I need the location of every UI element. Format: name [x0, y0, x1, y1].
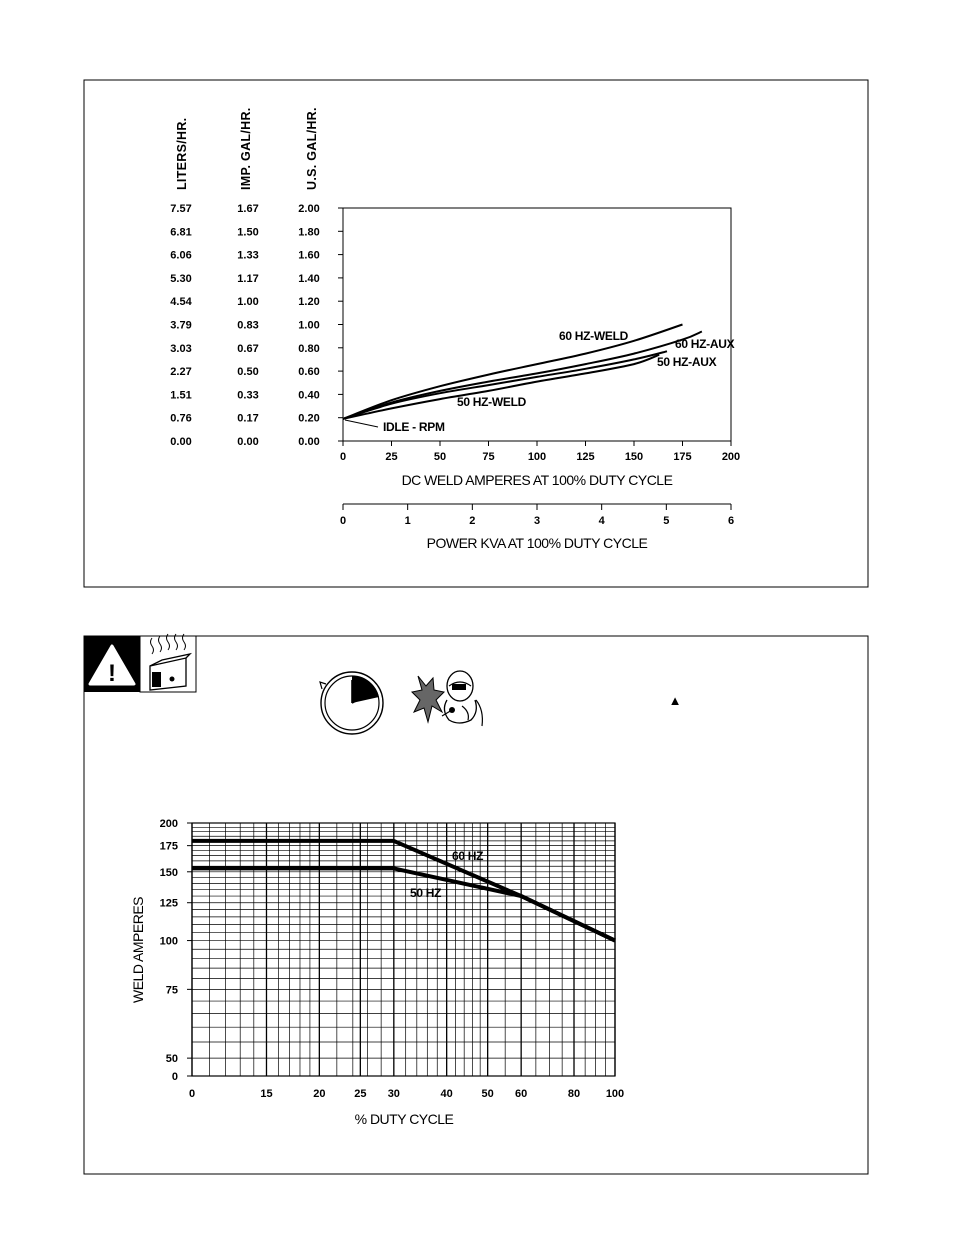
- idle-rpm-annotation: IDLE - RPM: [383, 420, 445, 434]
- kva-axis: [340, 504, 734, 527]
- duty-x-tick-label: 50: [481, 1088, 494, 1100]
- liters-column-header: LITERS/HR.: [175, 117, 189, 190]
- series-label-60hz-weld: 60 HZ-WELD: [559, 329, 629, 343]
- fuel-x-axis-title: DC WELD AMPERES AT 100% DUTY CYCLE: [401, 472, 673, 488]
- fuel-y-tick-us: 1.20: [298, 296, 320, 309]
- fuel-x-tick-label: 50: [433, 451, 447, 463]
- kva-tick-label: 2: [469, 515, 476, 527]
- duty-x-tick-label: 80: [567, 1088, 581, 1100]
- caution-triangle-mark: ▲: [668, 693, 682, 708]
- fuel-consumption-chart: [170, 107, 740, 551]
- duty-x-tick-label: 40: [440, 1088, 453, 1100]
- duty-y-tick-label: 0: [171, 1071, 178, 1083]
- fuel-y-tick-imp: 1.50: [237, 226, 259, 239]
- duty-series-50-hz: [192, 868, 615, 940]
- kva-tick-label: 0: [339, 515, 347, 527]
- fuel-y-tick-liters: 2.27: [170, 366, 192, 379]
- duty-x-tick-label: 15: [260, 1088, 273, 1100]
- fuel-y-tick-us: 1.00: [298, 319, 320, 332]
- duty-y-tick-label: 175: [159, 840, 178, 853]
- hot-surface-icon: [140, 634, 196, 692]
- fuel-x-tick-label: 200: [721, 451, 741, 463]
- fuel-y-tick-imp: 1.67: [237, 203, 259, 215]
- fuel-y-tick-us: 0.00: [298, 436, 320, 448]
- duty-y-tick-label: 150: [159, 866, 178, 879]
- duty-y-axis-title: WELD AMPERES: [130, 896, 146, 1004]
- imp-gal-column-header: IMP. GAL/HR.: [239, 107, 253, 190]
- kva-tick-label: 6: [727, 515, 735, 527]
- fuel-y-tick-imp: 0.00: [237, 436, 259, 448]
- duty-x-tick-label: 20: [313, 1088, 326, 1100]
- fuel-y-tick-imp: 0.50: [237, 366, 259, 379]
- fuel-y-tick-imp: 1.17: [237, 272, 259, 285]
- fuel-x-tick-label: 175: [673, 451, 692, 463]
- fuel-x-tick-label: 125: [576, 451, 595, 463]
- fuel-y-tick-us: 0.40: [298, 389, 320, 402]
- duty-x-tick-label: 30: [387, 1088, 400, 1100]
- fuel-y-tick-us: 0.60: [298, 366, 320, 379]
- duty-x-axis-title: % DUTY CYCLE: [354, 1111, 454, 1127]
- fuel-y-tick-us: 0.20: [298, 412, 320, 425]
- duty-y-tick-label: 125: [159, 897, 178, 910]
- duty-cycle-panel: [84, 636, 868, 1174]
- fuel-y-tick-liters: 7.57: [170, 203, 192, 215]
- duty-x-tick-label: 25: [354, 1088, 367, 1100]
- fuel-x-tick-label: 75: [482, 451, 495, 463]
- duty-cycle-chart: [130, 818, 624, 1127]
- kva-tick-label: 3: [533, 515, 541, 527]
- duty-y-tick-label: 200: [159, 818, 178, 830]
- duty-y-tick-label: 100: [159, 935, 178, 948]
- fuel-x-tick-label: 100: [527, 451, 547, 463]
- duty-ticks: [160, 818, 625, 1100]
- duty-cycle-timer-icon: [320, 672, 383, 734]
- series-label-50hz-weld: 50 HZ-WELD: [457, 395, 527, 409]
- fuel-x-ticks: [340, 441, 740, 463]
- fuel-y-tick-us: 1.80: [298, 226, 320, 239]
- fuel-x-tick-label: 25: [385, 451, 398, 463]
- fuel-y-tick-liters: 5.30: [170, 272, 192, 285]
- fuel-y-tick-liters: 4.54: [170, 296, 192, 309]
- fuel-y-tick-imp: 1.33: [237, 249, 259, 262]
- fuel-y-tick-imp: 0.83: [237, 319, 259, 332]
- kva-tick-label: 5: [663, 515, 670, 527]
- fuel-consumption-panel: [84, 80, 868, 587]
- fuel-x-tick-label: 150: [624, 451, 644, 463]
- warning-exclamation: !: [108, 660, 116, 687]
- kva-tick-label: 1: [404, 515, 411, 527]
- fuel-y-tick-liters: 6.81: [170, 226, 192, 239]
- fuel-y-ticks: [170, 203, 343, 448]
- us-gal-column-header: U.S. GAL/HR.: [305, 107, 319, 190]
- fuel-y-tick-us: 1.40: [298, 272, 320, 285]
- fuel-x-tick-label: 0: [339, 451, 347, 463]
- duty-x-tick-label: 0: [188, 1088, 196, 1100]
- fuel-y-tick-imp: 0.67: [237, 342, 259, 355]
- duty-series-label-50hz: 50 HZ: [410, 886, 442, 900]
- duty-y-tick-label: 75: [165, 984, 178, 997]
- fuel-y-tick-liters: 0.00: [170, 436, 192, 448]
- fuel-y-tick-us: 0.80: [298, 342, 320, 355]
- duty-y-tick-label: 50: [165, 1053, 178, 1066]
- fuel-y-tick-liters: 1.51: [170, 389, 192, 402]
- series-label-60hz-aux: 60 HZ-AUX: [675, 337, 735, 351]
- fuel-y-tick-liters: 3.03: [170, 342, 192, 355]
- welder-overheat-icon: [412, 671, 482, 726]
- idle-leader-line: [345, 420, 378, 427]
- fuel-y-tick-imp: 0.33: [237, 389, 259, 402]
- duty-x-tick-label: 60: [515, 1088, 528, 1100]
- fuel-y-tick-us: 1.60: [298, 249, 320, 262]
- duty-series-label-60hz: 60 HZ: [452, 849, 484, 863]
- fuel-y-tick-us: 2.00: [298, 203, 320, 215]
- kva-tick-label: 4: [598, 515, 605, 527]
- duty-grid: [192, 823, 615, 1076]
- fuel-y-tick-liters: 3.79: [170, 319, 192, 332]
- warning-sign: [84, 636, 140, 692]
- fuel-y-tick-imp: 0.17: [237, 412, 259, 425]
- series-label-50hz-aux: 50 HZ-AUX: [657, 355, 717, 369]
- fuel-y-tick-liters: 0.76: [170, 412, 192, 425]
- fuel-y-tick-imp: 1.00: [237, 296, 259, 309]
- duty-x-tick-label: 100: [605, 1088, 625, 1100]
- fuel-y-tick-liters: 6.06: [170, 249, 192, 262]
- kva-axis-title: POWER KVA AT 100% DUTY CYCLE: [426, 535, 648, 551]
